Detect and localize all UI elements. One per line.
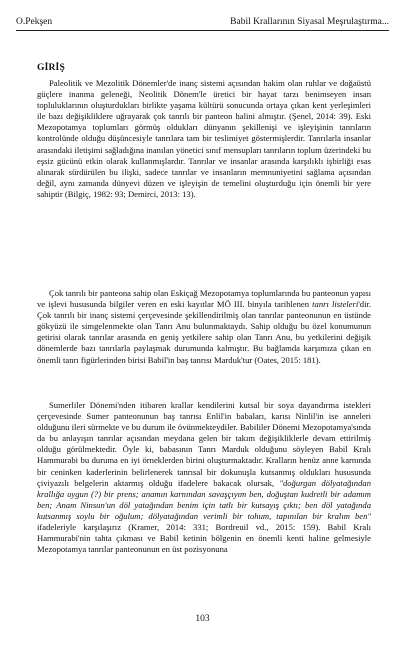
paragraph-2 [37, 288, 371, 366]
paragraph-1 [37, 78, 371, 200]
header-title: Babil Krallarının Siyasal Meşrulaştırma... [230, 17, 389, 27]
paragraph-text [37, 288, 371, 366]
page-number: 103 [195, 614, 210, 624]
section-heading: GİRİŞ [37, 63, 65, 73]
paragraph-3 [37, 400, 371, 555]
running-header [16, 14, 389, 31]
italic-quotation: "doğurgan dölyatağından krallığa uygun (?) bir prens; anamın karnından savaşçıyım ben, doğuştan kudretli bir adamım ben; Anam Ninsun'un döl yatağından benim için tatlı bir kutsayış çıktı; ben döl yatağında kutsanmış soylu bir oğulum; dölyatağından verimli bir tohum, tapınılan bir kralım ben" [37, 477, 371, 521]
paragraph-text-part: 'dir. Çok tanrılı bir inanç sistemi çerçevesinde şekillendirilmiş olan tanrılar panteonunun en üstünde gökyüzü ile simgelenmekte olan Tanrı Anu bulunmaktaydı. Sahip olduğu bu özel konumunun getirisi olarak tanrılar arasında en geniş yetkilere sahip olan Tanrı Anu, bu yetkilerini değişik dönemlerde bazı tanrılarla paylaşmak durumunda kalmıştır. Bu bağlamda karşımıza çıkan en önemli tanrı figürlerinden birisi Babil'in baş tanrısı Marduk'tur (Oates, 2015: 181). [37, 299, 371, 365]
paragraph-text-part: Çok tanrılı bir panteona sahip olan Eskiçağ Mezopotamya toplumlarında bu panteonun yapısı ve işlevi hususunda bilgiler veren en eski kayıtlar MÖ III. binyıla tarihlenen [37, 288, 371, 310]
paragraph-text-part: ifadeleriyle karşılaşırız (Kramer, 2014: 331; Bordreuil vd., 2015: 159). Babil Kralı Hammurabi'nin tahta çıkması ve Babil ketinin bölgenin en önemli kenti haline gelmesiyle Mezopotamya tanrılar panteonunun en üst pozisyonuna [37, 522, 371, 555]
paragraph-text [37, 400, 371, 555]
paragraph-text: Paleolitik ve Mezolitik Dönemler'de inanç sistemi açısından hakim olan ruhlar ve doğaüstü güçlere inanma geleneği, Neolitik Dönem'le üretici bir hayat tarzı benimseyen insan topluluklarının oluşturdukları birlikte yaşama kültürü sonucunda ortaya çıkan kent yerleşimleri ile bazı değişikliklere uğrayarak çok tanrılı bir panteon halini almıştır. (Şenel, 2014: 39). Eski Mezopotamya toplumları görmüş oldukları dünyanın şekillenişi ve işleyişinin tanrıların kontrolünde olduğu düşüncesiyle tanrılara tam bir teslimiyet göstermişlerdir. Tanrılarla insanlar arasındaki iletişimi sağladığına inanılan yönetici sınıf mensupları tanrıların toplum üzerindeki bu eşsiz gücünü etkin olarak kullanmışlardır. Tanrılar ve insanlar arasında karşılıklı işbirliği esas alınarak sürdürülen bu ilişki, sadece tanrılar ve insanların memnuniyetini sağlama açısından değil, aynı zamanda dünyevi düzen ve işleyişin de temelini oluşturduğu için önemli bir yere sahiptir (Bilgiç, 1982: 93; Demirci, 2013: 13). [37, 78, 371, 199]
paragraph-text-part: Sumerliler Dönemi'nden itibaren krallar kendilerini kutsal bir soya dayandırma istekleri çerçevesinde Sumer panteonunun baş tanrısı Enlil'in babaları, karısı Ninlil'in ise anneleri olduğunu ileri sürmekte ve bu durum ile övünmekteydiler. Babililer Dönemi Mezopotamya'sında da bu anlayışın tanrılar açısından meydana gelen bir takım değişikliklerle devam ettirilmiş olduğu görülmektedir. Öyle ki, babasının Tanrı Marduk olduğunu söyleyen Babil Kralı Hammurabi bu duruma en iyi örneklerden birini oluşturmaktadır. Kralların henüz anne karnında bir ceninken kaderlerinin belirlenerek tanrısal bir dokunuşla kutsanmış oldukları hususunda çiviyazılı belgelerin aktarmış olduğu ifadelere bakacak olursak, [37, 400, 371, 488]
header-author: O.Pekşen [16, 17, 53, 27]
italic-term: tanrı listeleri [312, 299, 359, 310]
